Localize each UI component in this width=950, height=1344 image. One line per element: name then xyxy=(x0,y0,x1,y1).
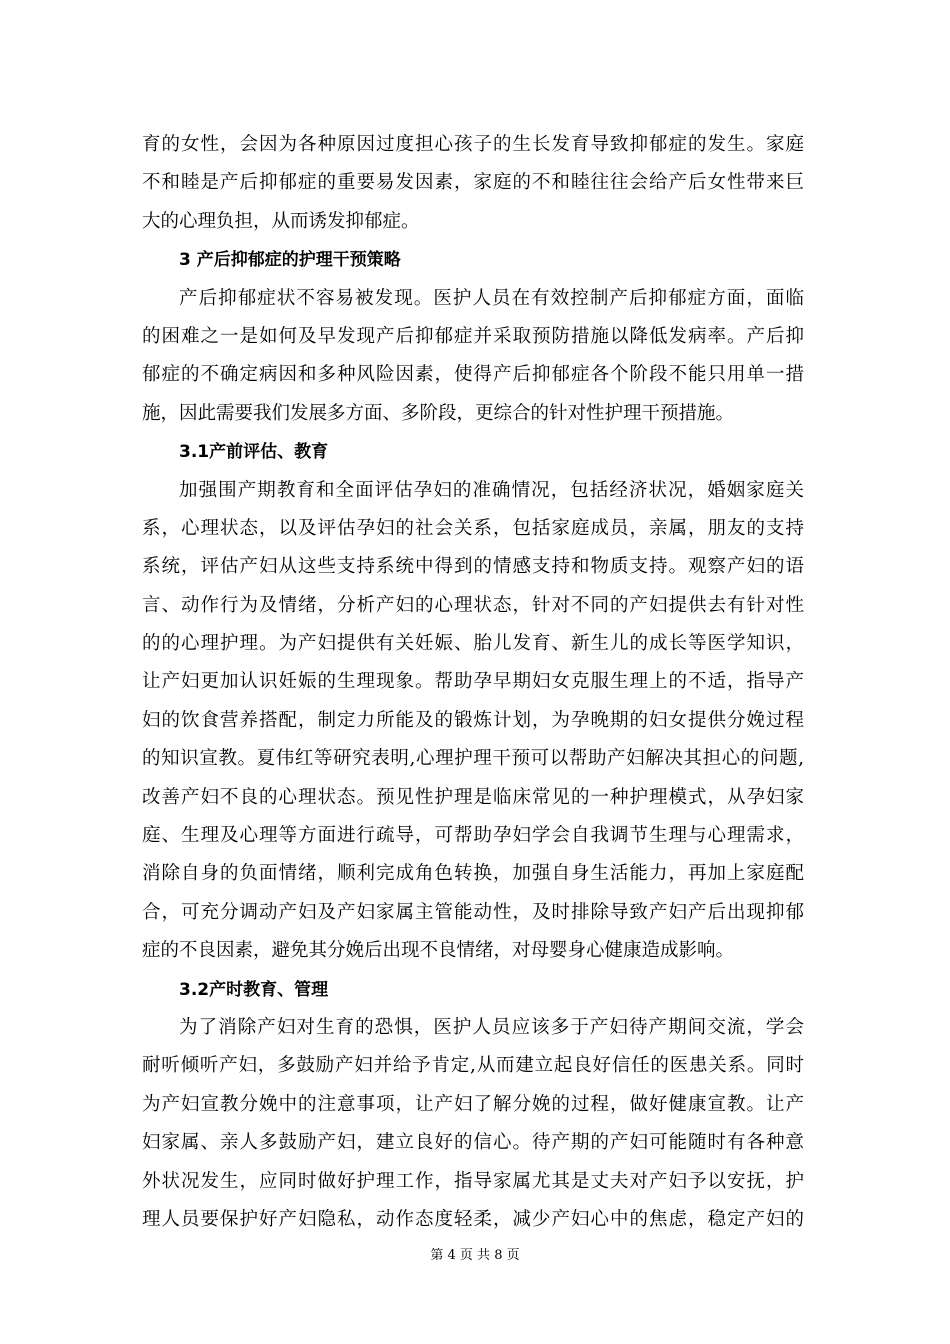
text-line: 耐听倾听产妇，多鼓励产妇并给予肯定,从而建立起良好信任的医患关系。同时 xyxy=(142,1055,804,1077)
section-heading-3: 3 产后抑郁症的护理干预策略 xyxy=(179,250,401,271)
text-line: 为了消除产妇对生育的恐惧，医护人员应该多于产妇待产期间交流，学会 xyxy=(179,1016,804,1038)
text-line: 系统，评估产妇从这些支持系统中得到的情感支持和物质支持。观察产妇的语 xyxy=(142,556,804,578)
text-line: 产后抑郁症状不容易被发现。医护人员在有效控制产后抑郁症方面，面临 xyxy=(179,287,804,309)
text-line: 让产妇更加认识妊娠的生理现象。帮助孕早期妇女克服生理上的不适，指导产 xyxy=(142,671,804,693)
text-line: 改善产妇不良的心理状态。预见性护理是临床常见的一种护理模式，从孕妇家 xyxy=(142,786,804,808)
page-footer: 第 4 页 共 8 页 xyxy=(430,1248,520,1263)
text-line: 郁症的不确定病因和多种风险因素，使得产后抑郁症各个阶段不能只用单一措 xyxy=(142,364,804,386)
document-body xyxy=(142,126,804,1239)
paragraph-strategy-intro xyxy=(142,280,804,434)
text-line: 的知识宣教。夏伟红等研究表明,心理护理干预可以帮助产妇解决其担心的问题, xyxy=(142,748,804,770)
text-line: 育的女性，会因为各种原因过度担心孩子的生长发育导致抑郁症的发生。家庭 xyxy=(142,134,804,155)
text-line: 合，可充分调动产妇及产妇家属主管能动性，及时排除导致产妇产后出现抑郁 xyxy=(142,901,804,923)
text-line: 妇家属、亲人多鼓励产妇，建立良好的信心。待产期的产妇可能随时有各种意 xyxy=(142,1132,804,1154)
text-line: 系，心理状态，以及评估孕妇的社会关系，包括家庭成员，亲属，朋友的支持 xyxy=(142,517,804,539)
text-line: 症的不良因素，避免其分娩后出现不良情绪，对母婴身心健康造成影响。 xyxy=(142,940,735,962)
text-line: 庭、生理及心理等方面进行疏导，可帮助孕妇学会自我调节生理与心理需求， xyxy=(142,825,804,847)
text-line: 妇的饮食营养搭配，制定力所能及的锻炼计划，为孕晚期的妇女提供分娩过程 xyxy=(142,709,804,731)
paragraph-prenatal xyxy=(142,472,804,971)
paragraph-family-factors xyxy=(142,126,804,241)
section-heading-3-2: 3.2产时教育、管理 xyxy=(179,979,329,1000)
text-line: 加强围产期教育和全面评估孕妇的准确情况，包括经济状况，婚姻家庭关 xyxy=(179,479,804,501)
paragraph-intrapartum xyxy=(142,1009,804,1239)
section-heading-3-1: 3.1产前评估、教育 xyxy=(179,442,329,463)
text-line: 言、动作行为及情绪，分析产妇的心理状态，针对不同的产妇提供去有针对性 xyxy=(142,594,804,616)
text-line: 为产妇宣教分娩中的注意事项，让产妇了解分娩的过程，做好健康宣教。让产 xyxy=(142,1093,804,1115)
text-line: 外状况发生，应同时做好护理工作，指导家属尤其是丈夫对产妇予以安抚，护 xyxy=(142,1170,804,1192)
text-line: 消除自身的负面情绪，顺利完成角色转换，加强自身生活能力，再加上家庭配 xyxy=(142,863,804,885)
text-line: 大的心理负担，从而诱发抑郁症。 xyxy=(142,210,420,232)
text-line: 理人员要保护好产妇隐私，动作态度轻柔，减少产妇心中的焦虑，稳定产妇的 xyxy=(142,1208,804,1230)
text-line: 不和睦是产后抑郁症的重要易发因素，家庭的不和睦往往会给产后女性带来巨 xyxy=(142,172,804,194)
text-line: 施，因此需要我们发展多方面、多阶段，更综合的针对性护理干预措施。 xyxy=(142,402,735,424)
text-line: 的困难之一是如何及早发现产后抑郁症并采取预防措施以降低发病率。产后抑 xyxy=(142,325,804,347)
text-line: 的的心理护理。为产妇提供有关妊娠、胎儿发育、新生儿的成长等医学知识， xyxy=(142,633,804,655)
